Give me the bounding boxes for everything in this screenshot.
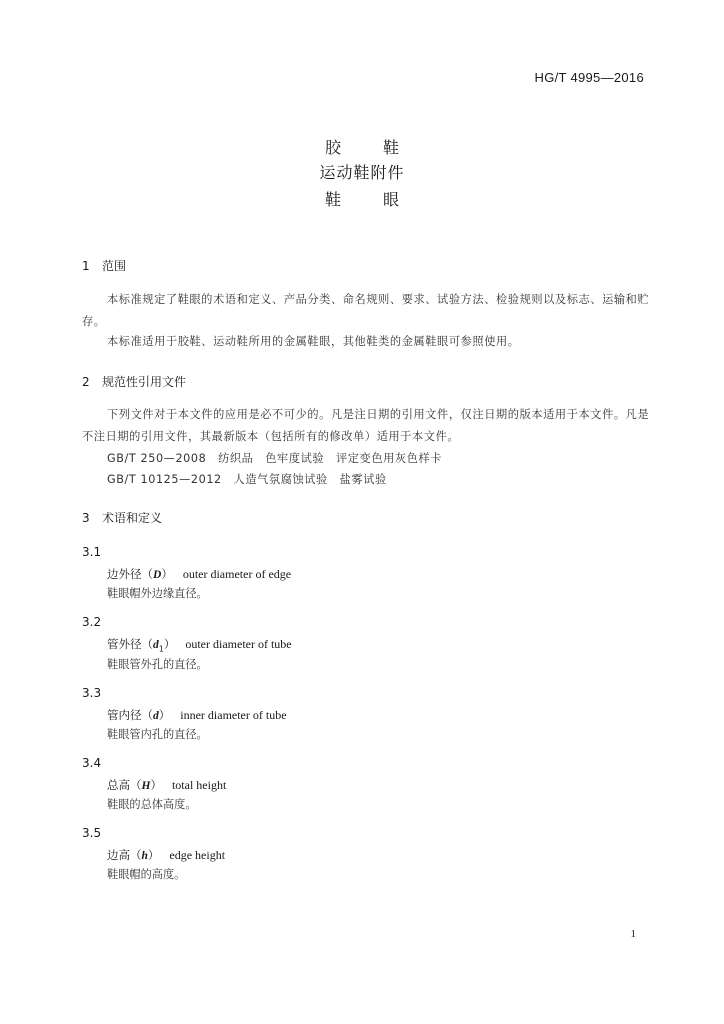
term-en: edge height: [169, 848, 226, 862]
term-definition: 鞋眼管内孔的直径。: [107, 728, 208, 741]
term-symbol-subscript: 1: [158, 644, 164, 654]
section-2-number: 2: [82, 375, 90, 389]
section-1-number: 1: [82, 259, 90, 273]
term-symbol: d: [153, 710, 159, 722]
page-number: 1: [630, 928, 636, 940]
title-line-3-a: 鞋: [324, 190, 341, 209]
term-number: 3.5: [82, 826, 102, 840]
term-en: inner diameter of tube: [180, 708, 287, 722]
section-2-paragraph-1: 下列文件对于本文件的应用是必不可少的。凡是注日期的引用文件，仅注日期的版本适用于本文件。凡是不注日期的引用文件，其最新版本（包括所有的修改单）适用于本文件。: [82, 408, 650, 443]
term-zh: 管外径: [107, 637, 142, 651]
section-1-title: 范围: [102, 259, 127, 273]
term-symbol: h: [141, 850, 148, 862]
term-definition: 鞋眼管外孔的直径。: [107, 658, 208, 671]
term-number: 3.3: [82, 686, 102, 700]
title-line-1-a: 胶: [324, 138, 341, 157]
term-definition: 鞋眼帽外边缘直径。: [107, 587, 208, 600]
term-symbol: d: [153, 639, 159, 651]
term-zh: 管内径: [107, 708, 142, 722]
term-number: 3.1: [82, 545, 102, 559]
term-symbol: H: [141, 780, 151, 792]
title-line-3: [0, 187, 724, 210]
section-1-heading: [82, 257, 126, 274]
term-symbol: D: [153, 569, 162, 581]
section-3-heading: [82, 509, 162, 526]
term-definition: 鞋眼帽的高度。: [107, 868, 186, 881]
section-1-paragraph-1: 本标准规定了鞋眼的术语和定义、产品分类、命名规则、要求、试验方法、检验规则以及标志、运输和贮存。: [82, 293, 650, 328]
term-heading: 总高（H） total height: [107, 778, 227, 792]
term-en: outer diameter of edge: [182, 567, 292, 581]
term-zh: 边外径: [107, 567, 142, 581]
section-2-title: 规范性引用文件: [102, 375, 187, 389]
term-number: 3.2: [82, 615, 102, 629]
term-definition: 鞋眼的总体高度。: [107, 798, 197, 811]
section-3-title: 术语和定义: [102, 511, 163, 525]
title-line-1-b: 鞋: [383, 138, 400, 157]
term-en: total height: [171, 778, 227, 792]
term-zh: 总高: [107, 778, 130, 792]
term-en: outer diameter of tube: [185, 637, 292, 651]
section-1-paragraph-2: 本标准适用于胶鞋、运动鞋所用的金属鞋眼，其他鞋类的金属鞋眼可参照使用。: [107, 335, 520, 348]
term-heading: 管外径$(d_1)$ outer diameter of tube: [107, 637, 292, 654]
title-line-2: 运动鞋附件: [319, 163, 405, 182]
term-heading: 边外径（D） outer diameter of edge: [107, 567, 292, 581]
reference-gbt-250: GB/T 250—2008 纺织品 色牢度试验 评定变色用灰色样卡: [107, 452, 443, 465]
term-zh: 边高: [107, 848, 130, 862]
section-3-number: 3: [82, 511, 90, 525]
term-number: 3.4: [82, 756, 102, 770]
reference-gbt-10125: GB/T 10125—2012 人造气氛腐蚀试验 盐雾试验: [107, 473, 387, 486]
term-heading: 管内径（d） inner diameter of tube: [107, 708, 287, 722]
term-heading: 边高（h） edge height: [107, 848, 226, 862]
title-line-1: [0, 135, 724, 158]
section-2-heading: [82, 373, 186, 390]
title-line-3-b: 眼: [383, 190, 400, 209]
standard-code: HG/T 4995—2016: [534, 70, 644, 85]
